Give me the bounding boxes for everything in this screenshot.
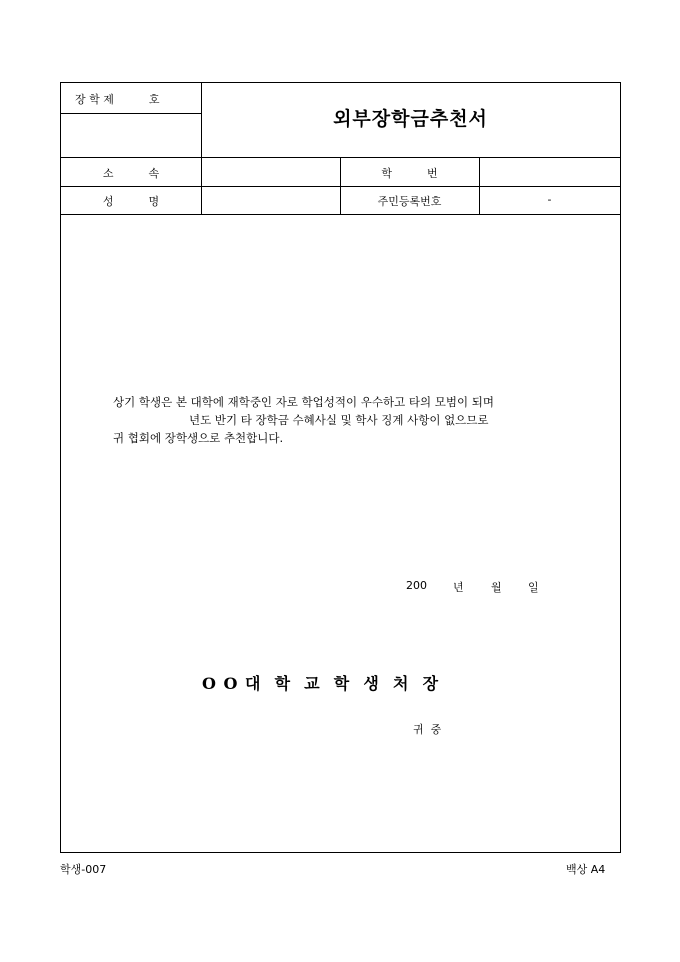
resident-number-label: 주민등록번호 xyxy=(377,195,442,208)
issuer-title: O O 대 학 교 학 생 처 장 xyxy=(201,674,440,693)
name-field[interactable] xyxy=(202,187,339,213)
scholarship-number-label: 장 학 제 호 xyxy=(75,93,160,106)
student-id-label: 학 번 xyxy=(381,167,438,180)
paper-spec: 백상 A4 xyxy=(566,863,606,876)
student-id-field[interactable] xyxy=(480,158,620,185)
page-title: 외부장학금추천서 xyxy=(333,108,488,130)
date-month-unit: 월 xyxy=(491,581,502,594)
date-year-unit: 년 xyxy=(453,581,464,594)
body-line-3: 귀 협회에 장학생으로 추천합니다. xyxy=(113,431,284,445)
body-line-1: 상기 학생은 본 대학에 재학중인 자로 학업성적이 우수하고 타의 모범이 되며 xyxy=(113,395,494,409)
date-day-unit: 일 xyxy=(528,581,539,594)
divider xyxy=(61,214,620,215)
form-code: 학생-007 xyxy=(60,863,107,876)
body-line-2: 년도 반기 타 장학금 수혜사실 및 학사 징계 사항이 없으므로 xyxy=(189,413,489,427)
name-label: 성 명 xyxy=(102,195,160,208)
affiliation-field[interactable] xyxy=(202,158,339,185)
scholarship-number-field[interactable] xyxy=(62,114,200,156)
recommendation-form xyxy=(60,82,621,853)
affiliation-label: 소 속 xyxy=(102,167,160,180)
resident-number-field[interactable]: - xyxy=(547,193,552,206)
honorific: 귀 중 xyxy=(413,723,442,736)
date-year: 200 xyxy=(406,579,427,592)
